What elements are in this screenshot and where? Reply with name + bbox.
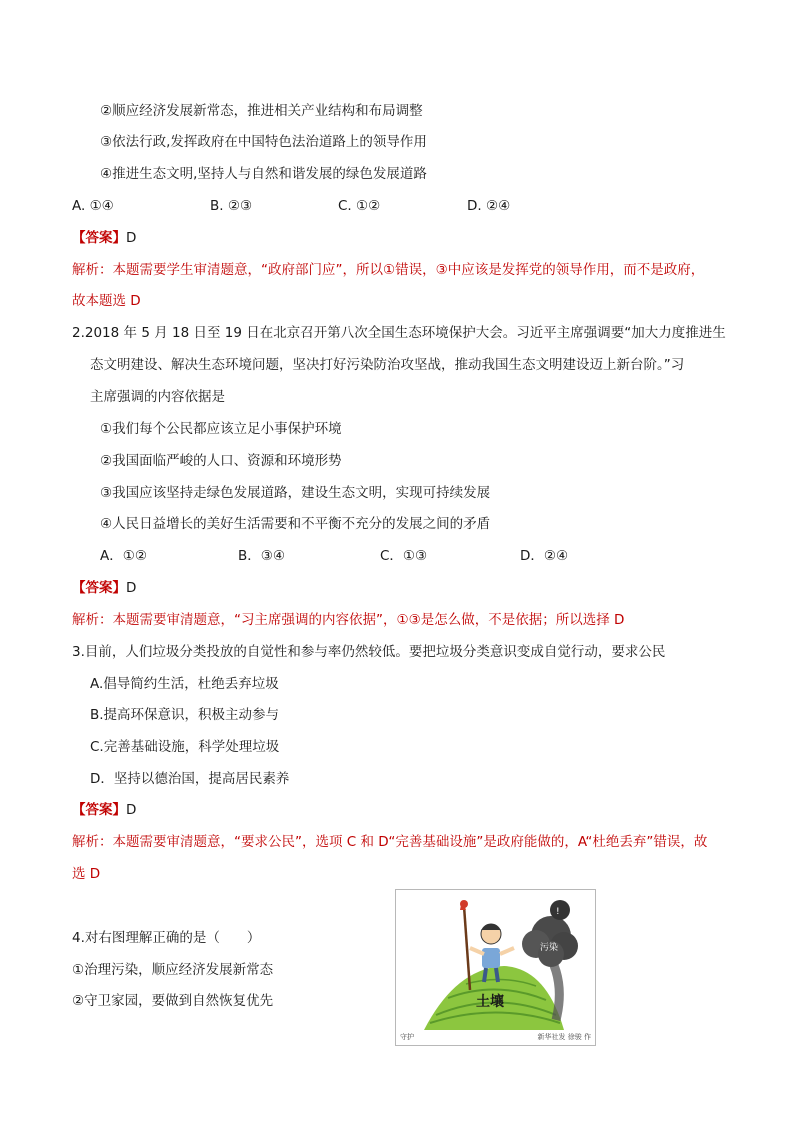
q2-option-d: D．②④: [520, 548, 569, 564]
q2-stem-line-2: 态文明建设、解决生态环境问题，坚决打好污染防治攻坚战，推动我国生态文明建设迈上新台阶。”习: [90, 357, 685, 373]
q2-item-3: ③我国应该坚持走绿色发展道路，建设生态文明，实现可持续发展: [100, 485, 491, 501]
q1-item-4: ④推进生态文明,坚持人与自然和谐发展的绿色发展道路: [100, 166, 427, 182]
caption-left: 守护: [400, 1033, 414, 1041]
answer-value: D: [126, 230, 137, 246]
q4-item-1: ①治理污染，顺应经济发展新常态: [72, 962, 274, 978]
q3-option-b: B.提高环保意识，积极主动参与: [90, 707, 280, 723]
q2-item-1: ①我们每个公民都应该立足小事保护环境: [100, 421, 342, 437]
q1-analysis-line-1: 解析：本题需要学生审清题意，“政府部门应”，所以①错误，③中应该是发挥党的领导作用，而不是政府，: [72, 262, 705, 278]
cartoon-figure: [395, 889, 596, 1046]
q4-stem: 4.对右图理解正确的是（ ）: [72, 930, 261, 946]
q3-stem: 3.目前，人们垃圾分类投放的自觉性和参与率仍然较低。要把垃圾分类意识变成自觉行动，要求公民: [72, 644, 666, 660]
q4-item-2: ②守卫家园，要做到自然恢复优先: [72, 993, 274, 1009]
q2-answer: [72, 579, 136, 597]
q3-option-c: C.完善基础设施，科学处理垃圾: [90, 739, 280, 755]
q2-stem-line-3: 主席强调的内容依据是: [90, 389, 225, 405]
q1-analysis-line-2: 故本题选 D: [72, 293, 141, 309]
pollution-label: 污染: [540, 943, 559, 953]
q3-analysis-line-1: 解析：本题需要审清题意，“要求公民”，选项 C 和 D“完善基础设施”是政府能做的，A“杜绝丢弃”错误，故: [72, 834, 708, 850]
answer-label: 【答案】: [72, 230, 126, 246]
q3-answer: [72, 801, 136, 819]
caption-right: 新华社发 徐骏 作: [537, 1033, 591, 1041]
soil-label: 土壤: [476, 994, 504, 1010]
q2-analysis: 解析：本题需要审清题意，“习主席强调的内容依据”，①③是怎么做，不是依据；所以选择 D: [72, 612, 625, 628]
q3-analysis-line-2: 选 D: [72, 866, 101, 882]
q2-stem-line-1: 2.2018 年 5 月 18 日至 19 日在北京召开第八次全国生态环境保护大会。习近平主席强调要“加大力度推进生: [72, 325, 726, 341]
q1-option-a: A. ①④: [72, 198, 114, 214]
q2-option-a: A．①②: [100, 548, 147, 564]
cartoon-drawing: [396, 890, 597, 1047]
answer-value: D: [126, 580, 137, 596]
q3-option-d: D．坚持以德治国，提高居民素养: [90, 771, 290, 787]
q2-option-b: B．③④: [238, 548, 285, 564]
q2-item-4: ④人民日益增长的美好生活需要和不平衡不充分的发展之间的矛盾: [100, 516, 491, 532]
q2-item-2: ②我国面临严峻的人口、资源和环境形势: [100, 453, 342, 469]
answer-value: D: [126, 802, 137, 818]
answer-label: 【答案】: [72, 802, 126, 818]
answer-label: 【答案】: [72, 580, 126, 596]
q2-option-c: C．①③: [380, 548, 428, 564]
svg-text:!: !: [556, 907, 560, 917]
q3-option-a: A.倡导简约生活，杜绝丢弃垃圾: [90, 676, 279, 692]
q1-item-3: ③依法行政,发挥政府在中国特色法治道路上的领导作用: [100, 134, 427, 150]
q1-option-c: C. ①②: [338, 198, 381, 214]
q1-option-b: B. ②③: [210, 198, 253, 214]
q1-option-d: D. ②④: [467, 198, 511, 214]
q1-item-2: ②顺应经济发展新常态，推进相关产业结构和布局调整: [100, 103, 423, 119]
q1-answer: [72, 229, 136, 247]
